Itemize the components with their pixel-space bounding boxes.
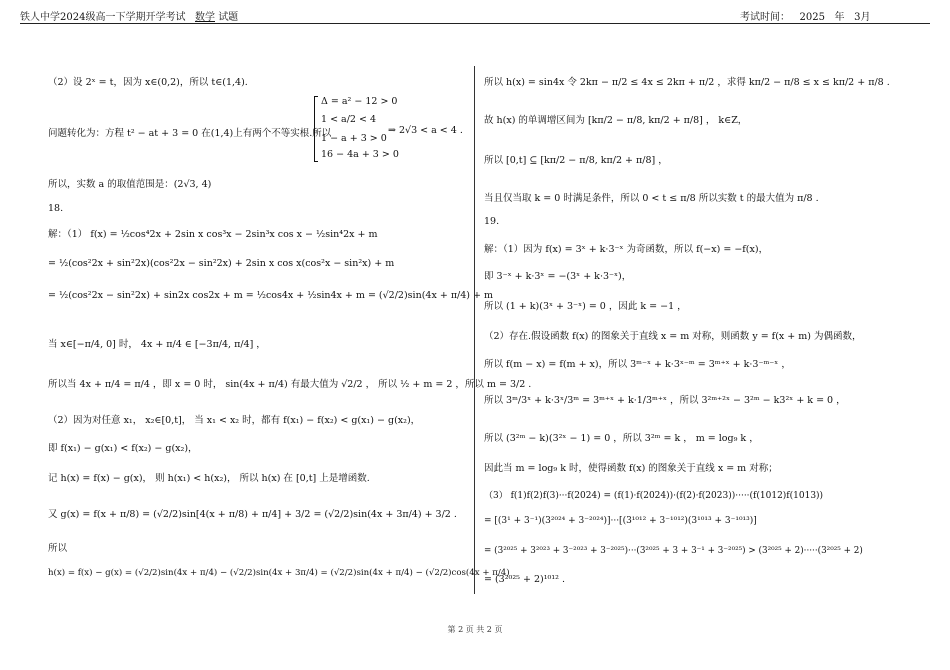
system-row: 1 − a + 3 > 0: [321, 133, 387, 144]
text-line: 所以 (3²ᵐ − k)(3²ˣ − 1) = 0 ，所以 3²ᵐ = k ， m = log₉ k ，: [484, 433, 759, 444]
exam-year: 2025: [799, 12, 825, 23]
problem-number: 19.: [484, 216, 500, 227]
exam-time-label: 考试时间：: [740, 12, 790, 23]
text-line: （2）因为对任意 x₁， x₂∈[0,t]， 当 x₁ < x₂ 时，都有 f(x₁) − f(x₂) < g(x₁) − g(x₂)，: [48, 415, 421, 426]
system-row: 16 − 4a + 3 > 0: [321, 149, 399, 160]
text-line: = [(3¹ + 3⁻¹)(3²⁰²⁴ + 3⁻²⁰²⁴)]···[(3¹⁰¹² + 3⁻¹⁰¹²)(3¹⁰¹³ + 3⁻¹⁰¹³)]: [484, 516, 757, 526]
text-line: 所以 3ᵐ/3ˣ + k·3ˣ/3ᵐ = 3ᵐ⁺ˣ + k·1/3ᵐ⁺ˣ ，所以 3²ᵐ⁺²ˣ − 3²ᵐ − k3²ˣ + k = 0 ，: [484, 395, 846, 406]
header-rule: [20, 23, 930, 24]
text-line: 即 f(x₁) − g(x₁) < f(x₂) − g(x₂)，: [48, 443, 198, 454]
text-line: 所以 [0,t] ⊆ [kπ/2 − π/8, kπ/2 + π/8] ，: [484, 155, 668, 166]
exam-year-unit: 年: [834, 12, 845, 23]
text-line: ⇒ 2√3 < a < 4 .: [388, 125, 463, 136]
text-line: = ½(cos²2x + sin²2x)(cos²2x − sin²2x) + 2sin x cos x(cos²x − sin²x) + m: [48, 258, 395, 269]
text-line: 记 h(x) = f(x) − g(x)， 则 h(x₁) < h(x₂)， 所以 h(x) 在 [0,t] 上是增函数.: [48, 473, 370, 484]
paper-label: 试题: [218, 12, 239, 23]
text-line: = (3²⁰²⁵ + 3²⁰²³ + 3⁻²⁰²³ + 3⁻²⁰²⁵)···(3²⁰²⁵ + 3 + 3⁻¹ + 3⁻²⁰²⁵) > (3²⁰²⁵ + 2)·····(3²⁰²⁵ + 2): [484, 546, 863, 556]
school-exam-name: 铁人中学2024级高一下学期开学考试: [20, 12, 186, 23]
text-line: （2）设 2ˣ = t，因为 x∈(0,2)，所以 t∈(1,4).: [48, 77, 248, 88]
text-line: （3） f(1)f(2)f(3)···f(2024) = (f(1)·f(2024))·(f(2)·f(2023))·····(f(1012)f(1013)): [484, 491, 824, 501]
text-line: 所以: [48, 543, 68, 554]
subject-name: 数学: [195, 12, 215, 23]
text-line: = ½(cos²2x − sin²2x) + sin2x cos2x + m = ½cos4x + ½sin4x + m = (√2/2)sin(4x + π/4) + m: [48, 290, 494, 301]
problem-number: 18.: [48, 203, 64, 214]
system-row: 1 < a/2 < 4: [321, 114, 376, 125]
column-divider: [474, 66, 475, 594]
text-line: 即 3⁻ˣ + k·3ˣ = −(3ˣ + k·3⁻ˣ)，: [484, 271, 632, 282]
system-row: Δ = a² − 12 > 0: [321, 96, 398, 107]
text-line: h(x) = f(x) − g(x) = (√2/2)sin(4x + π/4) − (√2/2)sin(4x + 3π/4) = (√2/2)sin(4x + π/4) − (√2/2)cos(4x + π/4): [48, 568, 510, 578]
text-line: 所以 h(x) = sin4x 令 2kπ − π/2 ≤ 4x ≤ 2kπ + π/2 ，求得 kπ/2 − π/8 ≤ x ≤ kπ/2 + π/8 .: [484, 77, 890, 88]
text-line: （2）存在.假设函数 f(x) 的图象关于直线 x = m 对称，则函数 y = f(x + m) 为偶函数，: [484, 331, 862, 342]
page-footer: 第 2 页 共 2 页: [447, 625, 503, 634]
text-line: 因此当 m = log₉ k 时，使得函数 f(x) 的图象关于直线 x = m 对称；: [484, 463, 778, 474]
exam-title: [20, 8, 238, 23]
exam-month: 3月: [854, 12, 871, 23]
text-line: 故 h(x) 的单调增区间为 [kπ/2 − π/8, kπ/2 + π/8] ， k∈Z，: [484, 115, 748, 126]
text-line: 当 x∈[−π/4, 0] 时， 4x + π/4 ∈ [−3π/4, π/4] ，: [48, 339, 266, 350]
text-line: 所以，实数 a 的取值范围是：(2√3, 4): [48, 179, 212, 190]
text-line: 问题转化为：方程 t² − at + 3 = 0 在(1,4)上有两个不等实根.所以: [48, 128, 332, 139]
text-line: 所以当 4x + π/4 = π/4 ，即 x = 0 时， sin(4x + π/4) 有最大值为 √2/2 ， 所以 ½ + m = 2 ，所以 m = 3/2 .: [48, 379, 532, 390]
text-line: 又 g(x) = f(x + π/8) = (√2/2)sin[4(x + π/8) + π/4] + 3/2 = (√2/2)sin(4x + 3π/4) + 3/2 .: [48, 509, 457, 520]
text-line: 解：（1） f(x) = ½cos⁴2x + 2sin x cos³x − 2sin³x cos x − ½sin⁴2x + m: [48, 229, 378, 240]
text-line: 当且仅当取 k = 0 时满足条件，所以 0 < t ≤ π/8 所以实数 t 的最大值为 π/8 .: [484, 193, 819, 204]
text-line: 所以 (1 + k)(3ˣ + 3⁻ˣ) = 0 ，因此 k = −1 ，: [484, 301, 687, 312]
text-line: 解：（1）因为 f(x) = 3ˣ + k·3⁻ˣ 为奇函数，所以 f(−x) = −f(x)，: [484, 244, 769, 255]
exam-time: [740, 8, 870, 23]
text-line: 所以 f(m − x) = f(m + x)，所以 3ᵐ⁻ˣ + k·3ˣ⁻ᵐ = 3ᵐ⁺ˣ + k·3⁻ᵐ⁻ˣ ，: [484, 359, 791, 370]
text-line: = (3²⁰²⁵ + 2)¹⁰¹² .: [484, 574, 565, 585]
